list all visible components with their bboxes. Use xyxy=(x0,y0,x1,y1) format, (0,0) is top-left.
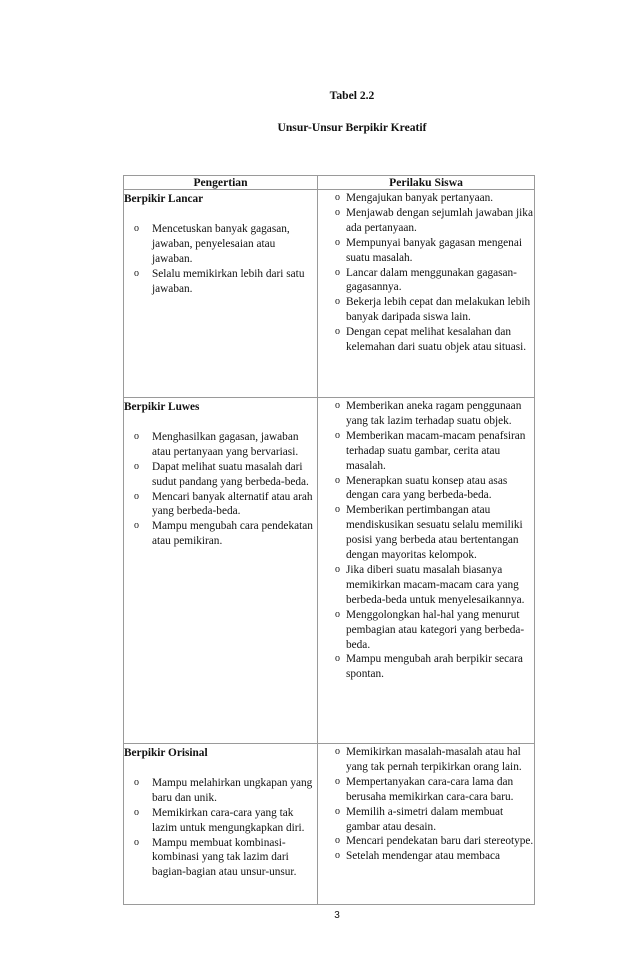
list-item: o Mencari banyak alternatif atau arah yang berbeda-beda. xyxy=(124,490,317,520)
list-item: o Memberikan macam-macam penafsiran terhadap suatu gambar, cerita atau masalah. xyxy=(318,429,534,474)
table-row xyxy=(124,398,535,744)
list-item: o Memberikan pertimbangan atau mendiskusikan sesuatu selalu memiliki posisi yang berbeda atau bertentangan dengan mayoritas kelompok. xyxy=(318,503,534,563)
perilaku-list xyxy=(318,191,534,355)
list-item: o Jika diberi suatu masalah biasanya memikirkan macam-macam cara yang berbeda-beda untuk menyelesaikannya. xyxy=(318,563,534,608)
list-item: o Mempertanyakan cara-cara lama dan berusaha memikirkan cara-cara baru. xyxy=(318,775,534,805)
creative-thinking-table xyxy=(123,175,535,905)
list-item: o Mampu membuat kombinasi-kombinasi yang tak lazim dari bagian-bagian atau unsur-unsur. xyxy=(124,836,317,881)
list-item: o Setelah mendengar atau membaca xyxy=(318,849,534,864)
header-perilaku-siswa: Perilaku Siswa xyxy=(318,176,535,190)
perilaku-cell xyxy=(318,190,535,398)
list-item: o Menerapkan suatu konsep atau asas dengan cara yang berbeda-beda. xyxy=(318,474,534,504)
list-item: o Menggolongkan hal-hal yang menurut pembagian atau kategori yang berbeda-beda. xyxy=(318,608,534,653)
header-pengertian: Pengertian xyxy=(124,176,318,190)
list-item: o Lancar dalam menggunakan gagasan-gagasannya. xyxy=(318,266,534,296)
list-item: o Dapat melihat suatu masalah dari sudut pandang yang berbeda-beda. xyxy=(124,460,317,490)
list-item: o Menjawab dengan sejumlah jawaban jika ada pertanyaan. xyxy=(318,206,534,236)
row-heading: Berpikir Orisinal xyxy=(124,747,208,759)
pengertian-cell xyxy=(124,744,318,905)
perilaku-cell xyxy=(318,398,535,744)
table-header-row xyxy=(124,176,535,190)
list-item: o Bekerja lebih cepat dan melakukan lebih banyak daripada siswa lain. xyxy=(318,295,534,325)
list-item: o Dengan cepat melihat kesalahan dan kelemahan dari suatu objek atau situasi. xyxy=(318,325,534,355)
table-row xyxy=(124,744,535,905)
list-item: o Menghasilkan gagasan, jawaban atau pertanyaan yang bervariasi. xyxy=(124,430,317,460)
list-item: o Mampu mengubah arah berpikir secara spontan. xyxy=(318,652,534,682)
pengertian-list xyxy=(124,222,317,297)
table-row xyxy=(124,190,535,398)
row-heading: Berpikir Luwes xyxy=(124,401,200,413)
list-item: o Mengajukan banyak pertanyaan. xyxy=(318,191,534,206)
list-item: o Mampu melahirkan ungkapan yang baru dan unik. xyxy=(124,776,317,806)
pengertian-cell xyxy=(124,398,318,744)
perilaku-list xyxy=(318,399,534,682)
list-item: o Mencetuskan banyak gagasan, jawaban, penyelesaian atau jawaban. xyxy=(124,222,317,267)
list-item: o Memberikan aneka ragam penggunaan yang tak lazim terhadap suatu objek. xyxy=(318,399,534,429)
list-item: o Selalu memikirkan lebih dari satu jawaban. xyxy=(124,267,317,297)
table-number: Tabel 2.2 xyxy=(329,89,375,102)
list-item: o Memikirkan cara-cara yang tak lazim untuk mengungkapkan diri. xyxy=(124,806,317,836)
list-item: o Mencari pendekatan baru dari stereotype. xyxy=(318,834,534,849)
list-item: o Mampu mengubah cara pendekatan atau pemikiran. xyxy=(124,519,317,549)
table-title: Unsur-Unsur Berpikir Kreatif xyxy=(277,121,427,134)
perilaku-list xyxy=(318,745,534,864)
pengertian-list xyxy=(124,430,317,549)
list-item: o Memilih a-simetri dalam membuat gambar atau desain. xyxy=(318,805,534,835)
pengertian-list xyxy=(124,776,317,880)
perilaku-cell xyxy=(318,744,535,905)
page-number: 3 xyxy=(334,910,340,921)
list-item: o Memikirkan masalah-masalah atau hal yang tak pernah terpikirkan orang lain. xyxy=(318,745,534,775)
list-item: o Mempunyai banyak gagasan mengenai suatu masalah. xyxy=(318,236,534,266)
pengertian-cell xyxy=(124,190,318,398)
row-heading: Berpikir Lancar xyxy=(124,193,204,205)
